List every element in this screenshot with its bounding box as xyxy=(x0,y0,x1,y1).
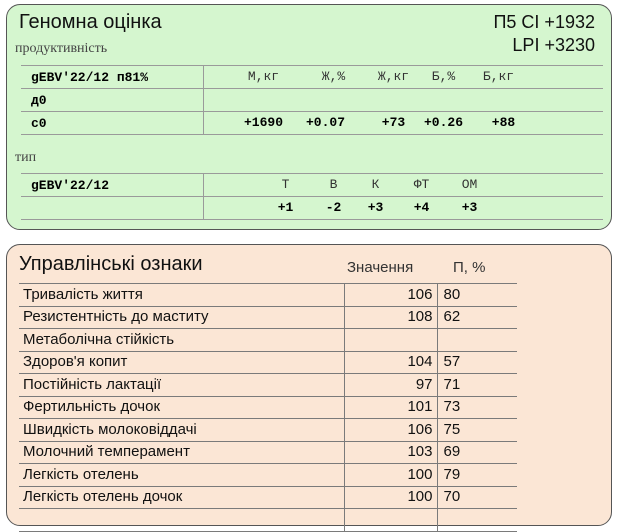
type-section-label: тип xyxy=(15,150,37,165)
trait-value: 103 xyxy=(344,441,437,464)
trait-name: Молочний темперамент xyxy=(19,441,344,464)
production-headers xyxy=(204,66,604,88)
table-row xyxy=(19,441,517,464)
header-cell: К xyxy=(371,177,380,192)
trait-value: 104 xyxy=(344,351,437,374)
trait-name: Тривалість життя xyxy=(19,284,344,307)
row-label: д0 xyxy=(21,89,203,112)
management-traits-panel xyxy=(6,244,612,526)
trait-value xyxy=(344,329,437,352)
header-cell: М,кг xyxy=(247,69,280,84)
type-table xyxy=(21,173,603,220)
value-cell: +3 xyxy=(367,200,384,215)
trait-pct: 79 xyxy=(437,464,517,487)
header-cell: В xyxy=(329,177,338,192)
management-title: Управлінські ознаки xyxy=(19,253,203,275)
table-row xyxy=(19,306,517,329)
trait-pct: 70 xyxy=(437,486,517,509)
trait-pct: 57 xyxy=(437,351,517,374)
trait-value: 106 xyxy=(344,419,437,442)
trait-value: 106 xyxy=(344,284,437,307)
score-lpi: LPI +3230 xyxy=(512,35,595,55)
value-cell: +1 xyxy=(277,200,294,215)
table-row xyxy=(21,174,603,197)
header-cell: Т xyxy=(281,177,290,192)
trait-pct: 62 xyxy=(437,306,517,329)
type-label: gEBV'22/12 xyxy=(21,174,203,197)
value-cell: +3 xyxy=(461,200,478,215)
genomic-title: Геномна оцінка xyxy=(19,11,162,33)
trait-name: Метаболічна стійкість xyxy=(19,329,344,352)
genomic-scores xyxy=(493,11,595,57)
trait-name: Постійність лактації xyxy=(19,374,344,397)
trait-name: Легкість отелень дочок xyxy=(19,486,344,509)
table-row xyxy=(21,66,603,89)
trait-pct: 73 xyxy=(437,396,517,419)
table-row xyxy=(19,396,517,419)
trait-value: 100 xyxy=(344,486,437,509)
trait-value: 97 xyxy=(344,374,437,397)
type-values xyxy=(204,197,604,219)
header-cell: ФТ xyxy=(413,177,430,192)
value-cell: +1690 xyxy=(243,115,283,130)
value-cell: +4 xyxy=(413,200,430,215)
trait-name: Резистентність до маститу xyxy=(19,306,344,329)
header-cell: Б,% xyxy=(431,69,456,84)
trait-value: 101 xyxy=(344,396,437,419)
header-cell: Ж,кг xyxy=(377,69,410,84)
value-cell: +73 xyxy=(381,115,406,130)
trait-pct: 80 xyxy=(437,284,517,307)
trait-name: Швидкість молоковіддачі xyxy=(19,419,344,442)
table-row xyxy=(19,509,517,532)
genomic-evaluation-panel xyxy=(6,4,612,230)
table-row xyxy=(21,89,603,112)
header-cell: Ж,% xyxy=(321,69,346,84)
trait-name: Здоров'я копит xyxy=(19,351,344,374)
header-cell: Б,кг xyxy=(482,69,515,84)
table-row xyxy=(21,197,603,220)
trait-pct: 69 xyxy=(437,441,517,464)
trait-pct xyxy=(437,329,517,352)
trait-name: Легкість отелень xyxy=(19,464,344,487)
trait-name xyxy=(19,509,344,532)
production-table xyxy=(21,65,603,135)
value-cell: -2 xyxy=(325,200,342,215)
row-label: с0 xyxy=(21,112,203,135)
table-row xyxy=(19,329,517,352)
value-cell: +0.07 xyxy=(305,115,345,130)
percent-column-header: П, % xyxy=(453,259,486,276)
table-row xyxy=(19,351,517,374)
type-headers xyxy=(204,174,604,196)
management-table xyxy=(19,283,517,532)
header-cell: ОМ xyxy=(461,177,478,192)
production-label: gEBV'22/12 п81% xyxy=(21,66,203,89)
table-row xyxy=(19,464,517,487)
value-cell: +0.26 xyxy=(423,115,463,130)
production-values xyxy=(204,112,604,134)
table-row xyxy=(21,112,603,135)
trait-value xyxy=(344,509,437,532)
table-row xyxy=(19,284,517,307)
trait-value: 108 xyxy=(344,306,437,329)
value-cell: +88 xyxy=(491,115,516,130)
trait-pct: 71 xyxy=(437,374,517,397)
trait-pct xyxy=(437,509,517,532)
value-column-header: Значення xyxy=(347,259,414,276)
table-row xyxy=(19,374,517,397)
table-row xyxy=(19,486,517,509)
trait-name: Фертильність дочок xyxy=(19,396,344,419)
score-ci: П5 CI +1932 xyxy=(493,12,595,32)
trait-value: 100 xyxy=(344,464,437,487)
trait-pct: 75 xyxy=(437,419,517,442)
table-row xyxy=(19,419,517,442)
production-section-label: продуктивність xyxy=(15,41,108,56)
